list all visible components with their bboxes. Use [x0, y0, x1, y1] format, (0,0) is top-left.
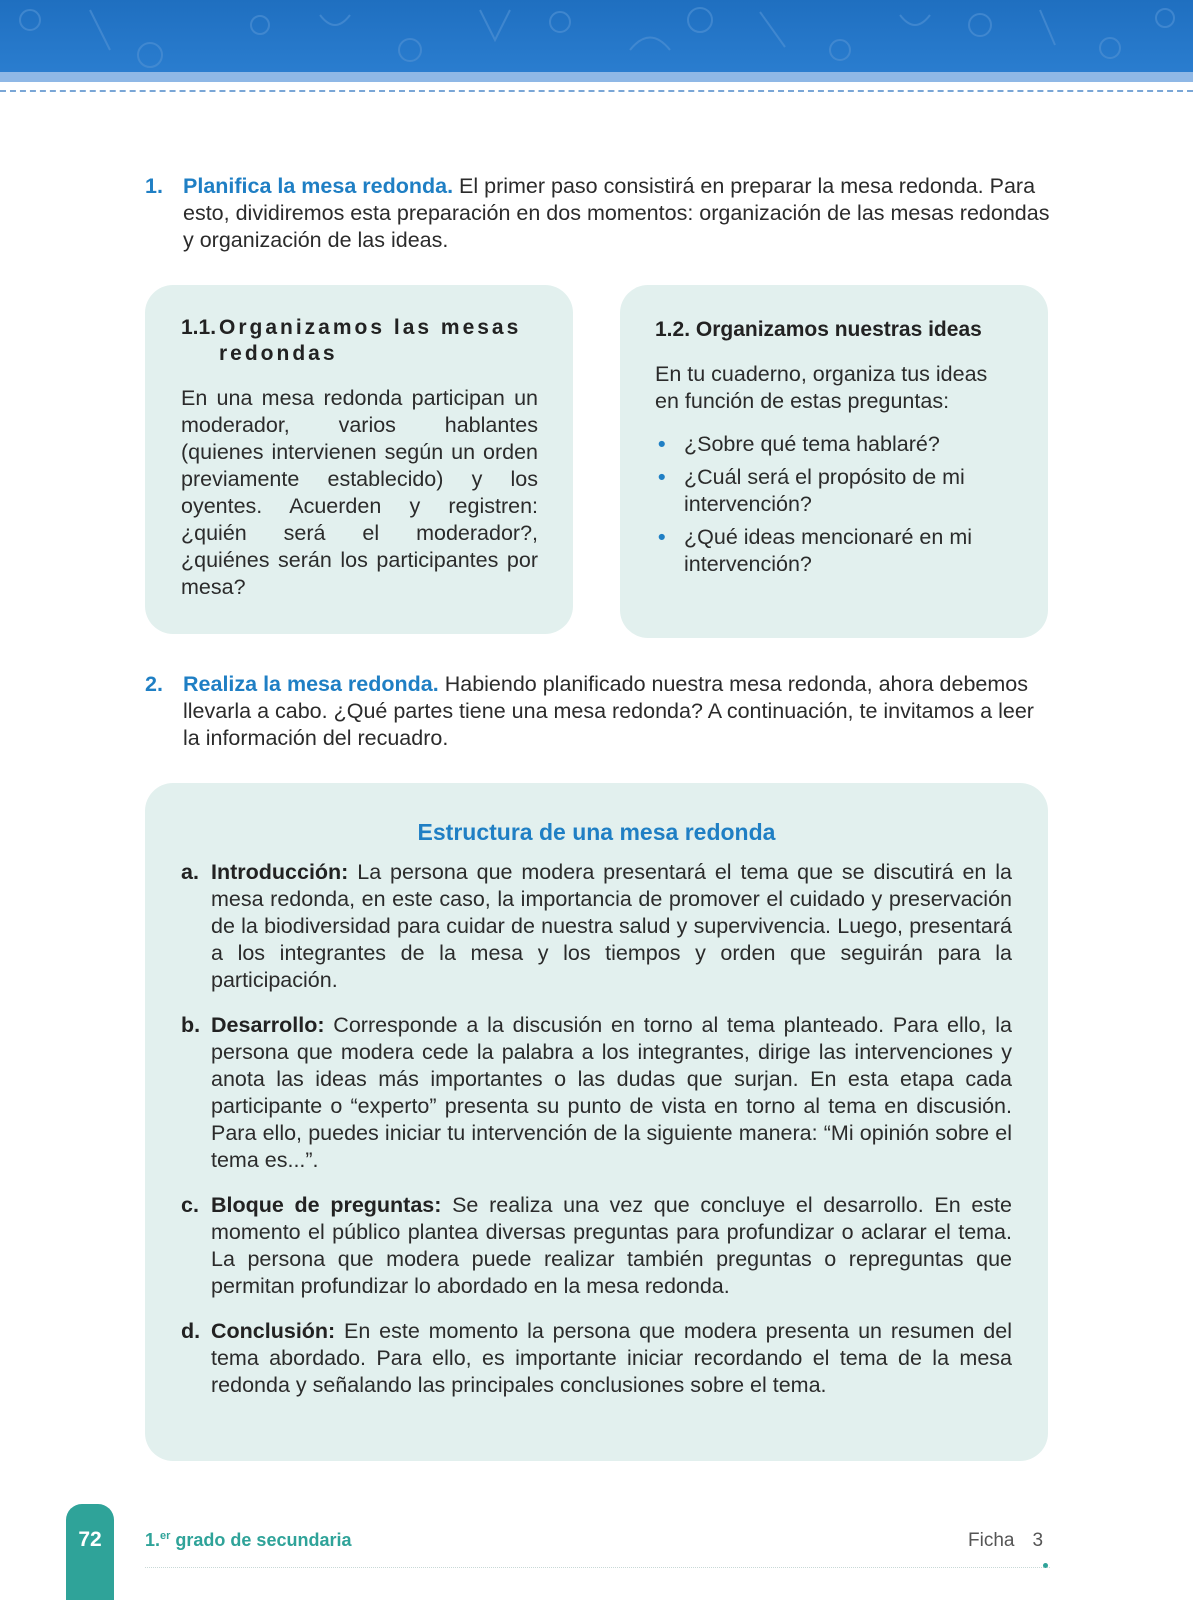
banner-strip [0, 72, 1193, 82]
ficha-label: Ficha 3 [968, 1530, 1044, 1551]
header-banner [0, 0, 1193, 72]
page-number: 72 [78, 1528, 102, 1551]
box-text: En una mesa redonda participan un moderador, varios hablantes (quienes intervienen según un orden previamente establecido) y los oyentes. Acuerden y registren: ¿quién será el moderador?, ¿quiénes serán los participantes por mesa? [181, 386, 538, 599]
list-item: • ¿Sobre qué tema hablaré? [658, 432, 940, 456]
question-list [655, 431, 1014, 578]
header-divider [0, 90, 1193, 92]
doodle-pattern-icon [0, 0, 1193, 72]
bullet-icon: • [658, 525, 666, 549]
box-title: 1.1. Organizamos las mesas redondas [181, 316, 522, 365]
structure-item: a. Introducción: La persona que modera presentará el tema que se discutirá en la mesa redonda, en este caso, la importancia de promover el cuidado y preservación de la biodiversidad para cuidar de nuestra salud y supervivencia. Luego, presentará a los integrantes de la mesa y los tiempos y orden que seguirán para la participación. [181, 860, 1012, 992]
section-number: 1. [145, 174, 163, 198]
bullet-icon: • [658, 432, 666, 456]
footer-divider [145, 1567, 1050, 1568]
list-item: • ¿Cuál será el propósito de mi intervención? [658, 465, 965, 516]
structure-title: Estructura de una mesa redonda [417, 819, 776, 845]
structure-item: c. Bloque de preguntas: Se realiza una vez que concluye el desarrollo. En este momento el público plantea diversas preguntas para profundizar o aclarar el tema. La persona que modera puede realizar también preguntas o repreguntas que permitan profundizar lo abordado en la mesa redonda. [181, 1193, 1012, 1298]
box-intro: En tu cuaderno, organiza tus ideas en función de estas preguntas: [655, 362, 988, 413]
section-1 [145, 173, 1050, 254]
box-organize-ideas [620, 285, 1048, 638]
grade-label: 1.$^{er}$ grado de secundaria [145, 1530, 352, 1550]
structure-item: d. Conclusión: En este momento la persona que modera presenta un resumen del tema abordado. Para ello, es importante iniciar recordando el tema de la mesa redonda y señalando las principales conclusiones sobre el tema. [181, 1319, 1012, 1397]
section-lead: Realiza la mesa redonda. [183, 672, 439, 696]
section-text: Habiendo planificado nuestra mesa redonda, ahora debemos llevarla a cabo. ¿Qué partes tiene una mesa redonda? A continuación, te invitamos a leer la información del recuadro. [183, 672, 1034, 750]
section-2 [145, 671, 1050, 752]
box-title: 1.2. Organizamos nuestras ideas [655, 318, 982, 341]
box-organize-tables [145, 285, 573, 634]
section-lead: Planifica la mesa redonda. [183, 174, 454, 198]
section-text: El primer paso consistirá en preparar la mesa redonda. Para esto, dividiremos esta preparación en dos momentos: organización de las mesas redondas y organización de las ideas. [183, 174, 1050, 252]
section-number: 2. [145, 672, 163, 696]
structure-item: b. Desarrollo: Corresponde a la discusión en torno al tema planteado. Para ello, la persona que modera cede la palabra a los integrantes, dirige las intervenciones y anota las ideas más importantes o las dudas que surjan. En esta etapa cada participante o “experto” presenta su punto de vista en torno al tema en discusión. Para ello, puedes iniciar tu intervención de la siguiente manera: “Mi opinión sobre el tema es...”. [181, 1013, 1012, 1172]
bullet-icon: • [658, 465, 666, 489]
footer-dot-icon [1043, 1563, 1048, 1568]
page-tab [66, 1504, 114, 1600]
box-structure [145, 783, 1048, 1461]
list-item: • ¿Qué ideas mencionaré en mi intervención? [658, 525, 973, 576]
